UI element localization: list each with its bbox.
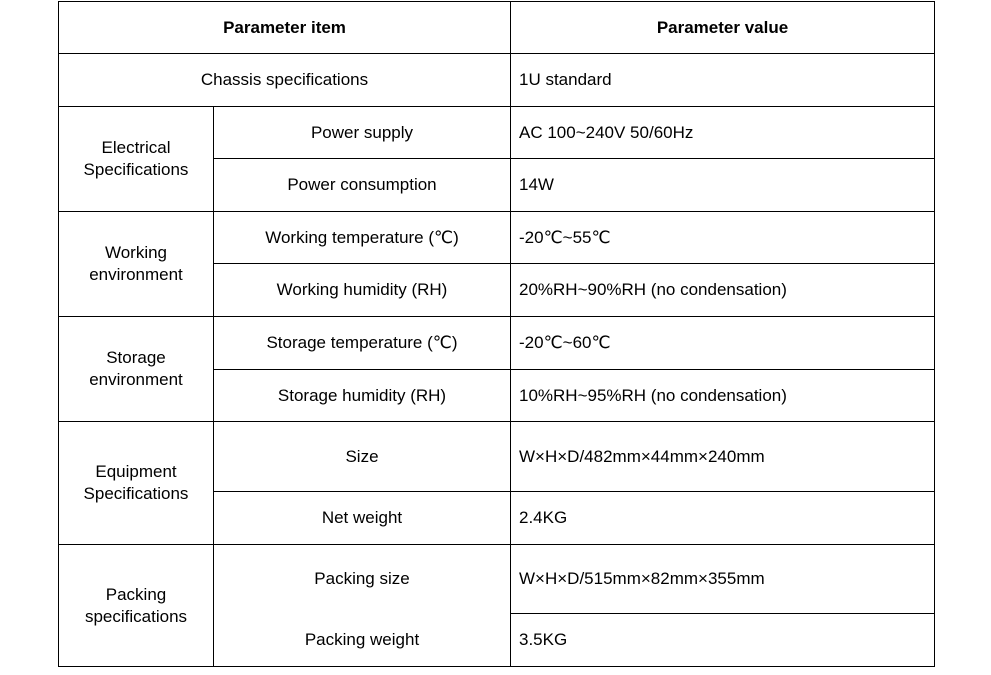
storage-humidity-value: 10%RH~95%RH (no condensation) bbox=[511, 370, 935, 422]
group-electrical-line1: Electrical bbox=[101, 138, 171, 157]
packing-weight-label: Packing weight bbox=[214, 614, 511, 667]
table-header-row bbox=[59, 2, 935, 54]
storage-humidity-label: Storage humidity (RH) bbox=[214, 370, 511, 422]
header-parameter-item: Parameter item bbox=[59, 2, 511, 54]
group-electrical bbox=[59, 107, 214, 212]
table-row-power-supply bbox=[59, 107, 935, 159]
table-row-working-temperature bbox=[59, 212, 935, 264]
group-equipment-line1: Equipment bbox=[95, 462, 177, 481]
group-storage bbox=[59, 317, 214, 422]
packing-size-label: Packing size bbox=[214, 545, 511, 614]
power-consumption-label: Power consumption bbox=[214, 159, 511, 212]
storage-temperature-label: Storage temperature (℃) bbox=[214, 317, 511, 370]
group-working-line2: environment bbox=[89, 265, 183, 284]
size-label: Size bbox=[214, 422, 511, 492]
table-row-size bbox=[59, 422, 935, 492]
size-value: W×H×D/482mm×44mm×240mm bbox=[511, 422, 935, 492]
working-humidity-value: 20%RH~90%RH (no condensation) bbox=[511, 264, 935, 317]
chassis-value: 1U standard bbox=[511, 54, 935, 107]
table-row-storage-temperature bbox=[59, 317, 935, 370]
storage-temperature-value: -20℃~60℃ bbox=[511, 317, 935, 370]
group-working bbox=[59, 212, 214, 317]
group-storage-line2: environment bbox=[89, 370, 183, 389]
chassis-label: Chassis specifications bbox=[59, 54, 511, 107]
working-temperature-value: -20℃~55℃ bbox=[511, 212, 935, 264]
net-weight-label: Net weight bbox=[214, 492, 511, 545]
header-parameter-value: Parameter value bbox=[511, 2, 935, 54]
group-packing-line1: Packing bbox=[105, 584, 167, 604]
table-row-packing-size bbox=[59, 545, 935, 614]
packing-weight-value: 3.5KG bbox=[511, 614, 935, 667]
group-electrical-line2: Specifications bbox=[83, 160, 189, 179]
net-weight-value: 2.4KG bbox=[511, 492, 935, 545]
power-consumption-value: 14W bbox=[511, 159, 935, 212]
specification-table bbox=[58, 1, 935, 667]
power-supply-label: Power supply bbox=[214, 107, 511, 159]
group-storage-line1: Storage bbox=[106, 348, 166, 367]
power-supply-value: AC 100~240V 50/60Hz bbox=[511, 107, 935, 159]
group-equipment bbox=[59, 422, 214, 545]
group-working-line1: Working bbox=[104, 243, 168, 262]
group-packing bbox=[59, 545, 214, 667]
working-humidity-label: Working humidity (RH) bbox=[214, 264, 511, 317]
packing-size-value: W×H×D/515mm×82mm×355mm bbox=[511, 545, 935, 614]
group-equipment-line2: Specifications bbox=[83, 484, 189, 503]
group-packing-line2: specifications bbox=[84, 606, 188, 626]
working-temperature-label: Working temperature (℃) bbox=[214, 212, 511, 264]
table-row-chassis bbox=[59, 54, 935, 107]
